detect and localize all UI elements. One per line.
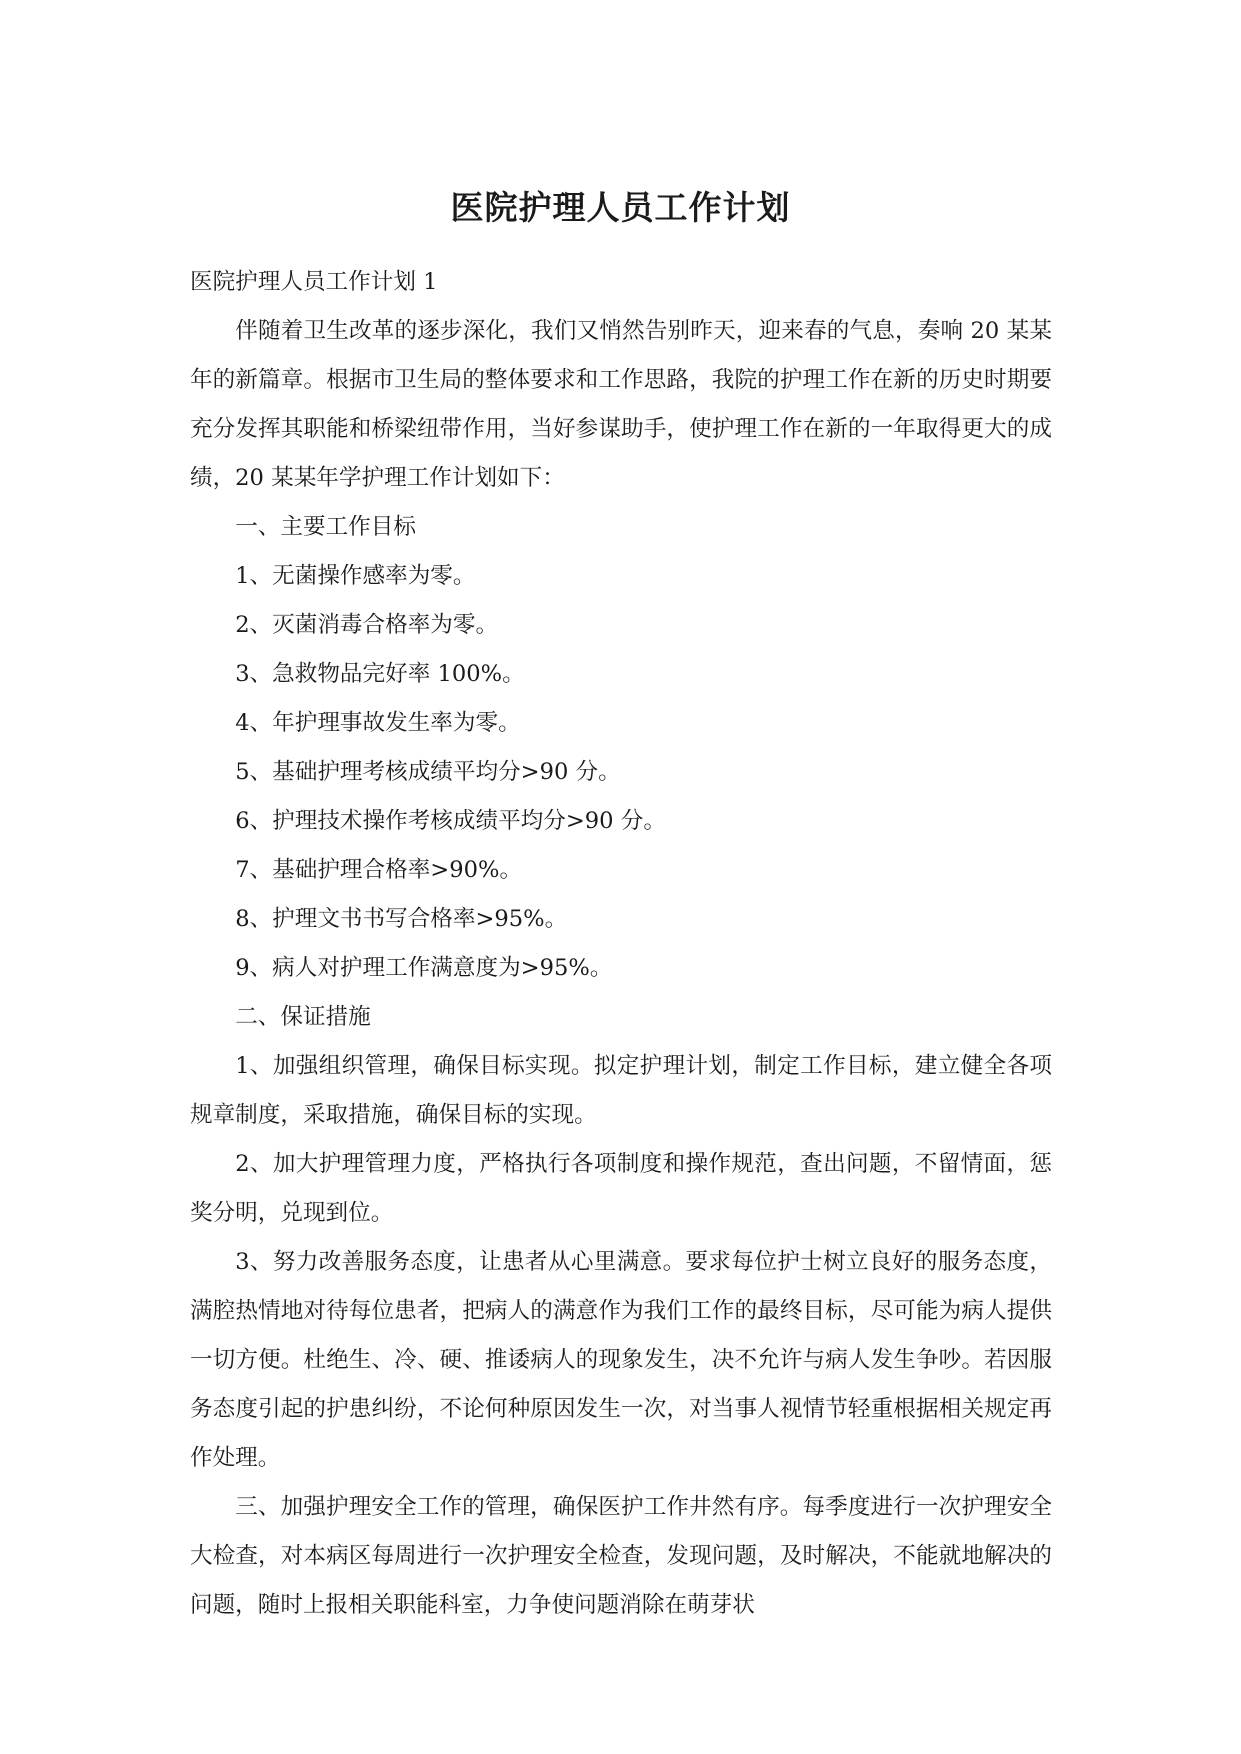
goal-item: 4、年护理事故发生率为零。 (235, 710, 521, 736)
goal-item: 6、护理技术操作考核成绩平均分>90 分。 (235, 808, 666, 834)
subtitle: 医院护理人员工作计划 1 (190, 269, 438, 295)
goal-item: 3、急救物品完好率 100%。 (235, 661, 525, 687)
goal-item: 1、无菌操作感率为零。 (235, 563, 476, 589)
section-three-paragraph: 三、加强护理安全工作的管理，确保医护工作井然有序。每季度进行一次护理安全大检查，对本病区每周进行一次护理安全检查，发现问题，及时解决，不能就地解决的问题，随时上报相关职能科室，力争使问题消除在萌芽状 (190, 1494, 1052, 1618)
document-title: 医院护理人员工作计划 (450, 188, 791, 227)
section-heading-measures: 二、保证措施 (235, 1004, 371, 1030)
goal-item: 9、病人对护理工作满意度为>95%。 (235, 955, 613, 981)
intro-paragraph: 伴随着卫生改革的逐步深化，我们又悄然告别昨天，迎来春的气息，奏响 20 某某年的新篇章。根据市卫生局的整体要求和工作思路，我院的护理工作在新的历史时期要充分发挥其职能和桥梁纽带作用，当好参谋助手，使护理工作在新的一年取得更大的成绩，20 某某年学护理工作计划如下： (190, 318, 1052, 491)
measure-paragraph: 1、加强组织管理，确保目标实现。拟定护理计划，制定工作目标，建立健全各项规章制度，采取措施，确保目标的实现。 (190, 1053, 1052, 1128)
measure-paragraph: 2、加大护理管理力度，严格执行各项制度和操作规范，查出问题，不留情面，惩奖分明，兑现到位。 (190, 1151, 1052, 1226)
goal-item: 7、基础护理合格率>90%。 (235, 857, 523, 883)
document-body (190, 258, 1052, 1630)
goal-item: 8、护理文书书写合格率>95%。 (235, 906, 568, 932)
measure-paragraph: 3、努力改善服务态度，让患者从心里满意。要求每位护士树立良好的服务态度，满腔热情地对待每位患者，把病人的满意作为我们工作的最终目标，尽可能为病人提供一切方便。杜绝生、冷、硬、推诿病人的现象发生，决不允许与病人发生争吵。若因服务态度引起的护患纠纷，不论何种原因发生一次，对当事人视情节轻重根据相关规定再作处理。 (190, 1249, 1052, 1471)
goal-item: 2、灭菌消毒合格率为零。 (235, 612, 499, 638)
section-heading-goals: 一、主要工作目标 (235, 514, 416, 540)
goal-item: 5、基础护理考核成绩平均分>90 分。 (235, 759, 621, 785)
